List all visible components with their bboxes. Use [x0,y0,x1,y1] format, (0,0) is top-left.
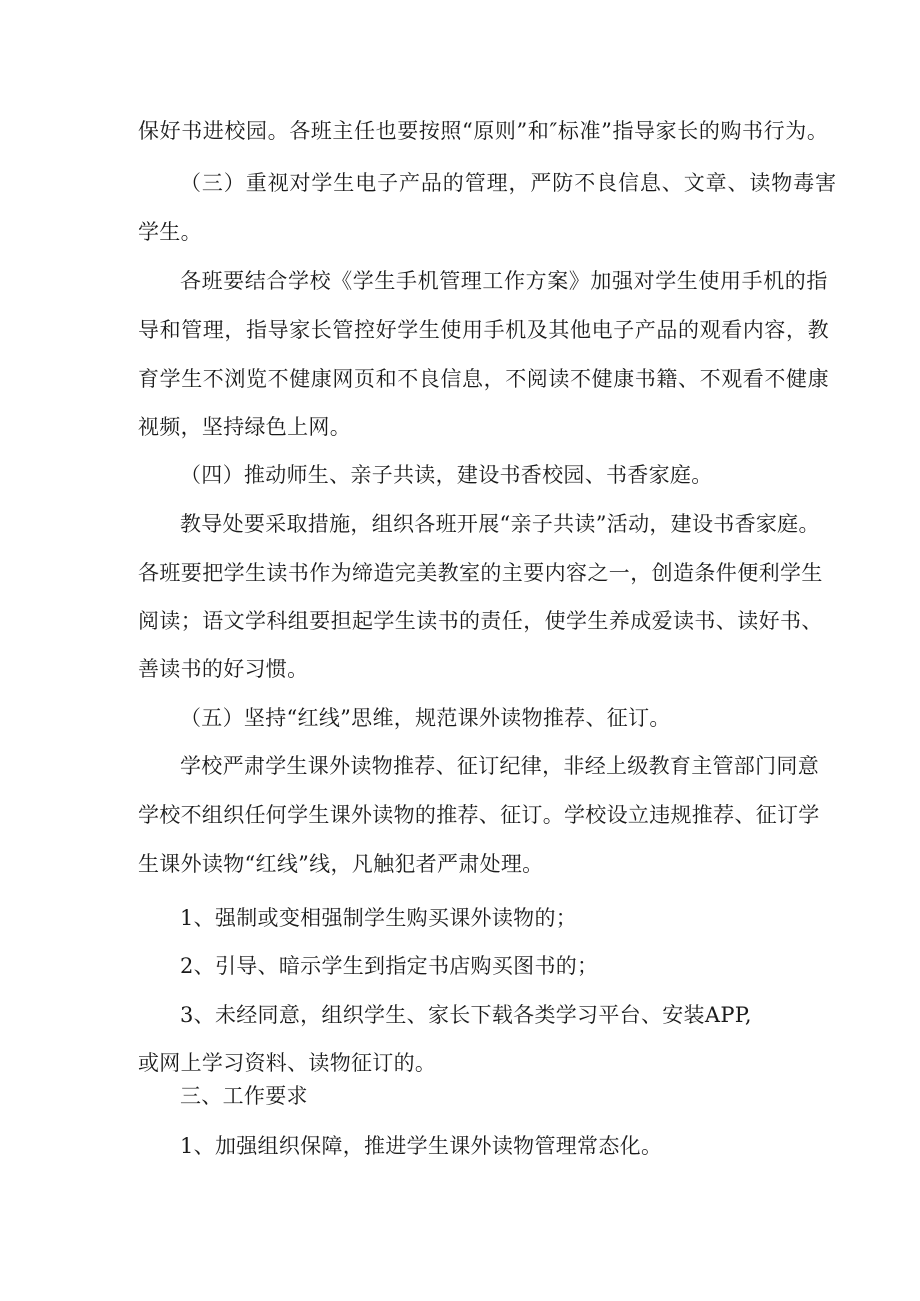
section-heading: 三、工作要求 [180,1084,308,1108]
text-line-17: 1、强制或变相强制学生购买课外读物的； [180,906,578,930]
text-line-6: 育学生不浏览不健康网页和不良信息，不阅读不健康书籍、不观看不健康 [138,367,830,391]
text-line-14: 学校严肃学生课外读物推荐、征订纪律，非经上级教育主管部门同意 [180,754,819,778]
text-line-1: 保好书进校园。各班主任也要按照“原则”和″标准”指导家长的购书行为。 [138,119,829,143]
text-line-3: 学生。 [138,220,202,244]
text-line-8: （四）推动师生、亲子共读，建设书香校园、书香家庭。 [180,463,713,487]
text-line-11: 阅读；语文学科组要担起学生读书的责任，使学生养成爱读书、读好书、 [138,609,823,633]
text-line-22: 1、加强组织保障，推进学生课外读物管理常态化。 [180,1134,663,1158]
text-line-10: 各班要把学生读书作为缔造完美教室的主要内容之一，创造条件便利学生 [138,561,823,585]
text-line-16: 生课外读物“红线”线，凡触犯者严肃处理。 [138,852,544,876]
text-line-19: 3、未经同意，组织学生、家长下载各类学习平台、安装APP, [180,1003,752,1027]
text-line-12: 善读书的好习惯。 [138,657,309,681]
text-line-4: 各班要结合学校《学生手机管理工作方案》加强对学生使用手机的指 [180,269,828,293]
text-line-13: （五）坚持“红线”思维，规范课外读物推荐、征订。 [180,706,671,730]
text-line-5: 导和管理，指导家长管控好学生使用手机及其他电子产品的观看内容，教 [138,318,830,342]
text-line-15: 学校不组织任何学生课外读物的推荐、征订。学校设立违规推荐、征订学 [138,803,820,827]
text-line-2: （三）重视对学生电子产品的管理，严防不良信息、文章、读物毒害 [180,171,837,195]
text-line-9: 教导处要采取措施，组织各班开展“亲子共读”活动，建设书香家庭。 [180,512,820,536]
text-line-20: 或网上学习资料、读物征订的。 [138,1051,437,1075]
text-line-18: 2、引导、暗示学生到指定书店购买图书的； [180,954,599,978]
text-line-7: 视频，坚持绿色上网。 [138,415,351,439]
